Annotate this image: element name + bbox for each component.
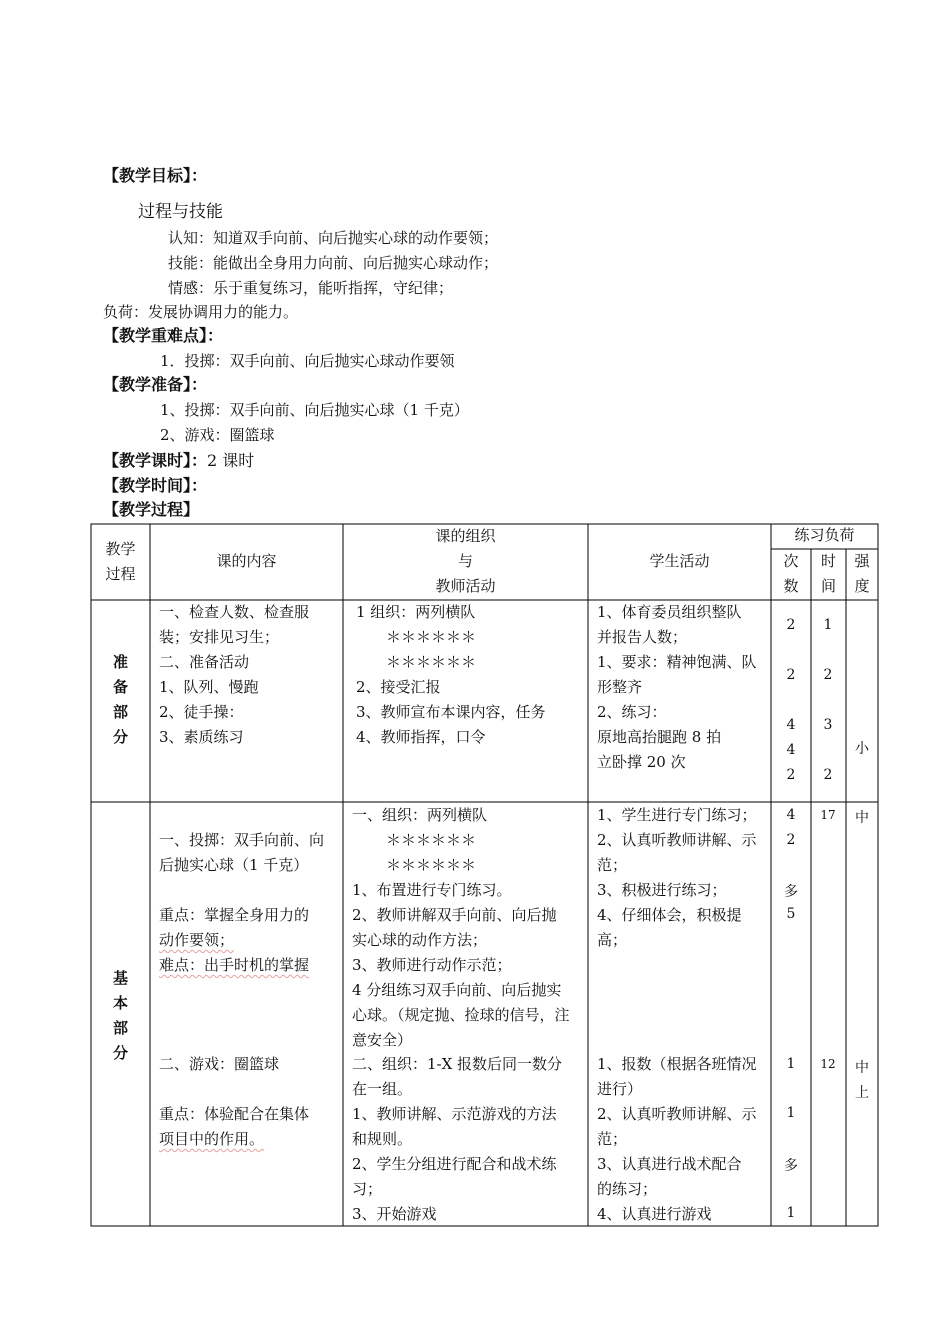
prep-times-2: 2 <box>786 667 796 683</box>
basic-duration-1: 17 <box>820 808 836 822</box>
header-organization: 课的组织 与 教师活动 <box>435 527 496 595</box>
basic-organization-2: 二、组织：1-X 报数后同一数分 在一组。 1、教师讲解、示范游戏的方法 和规则。 2、学生分组进行配合和战术练 习； 3、开始游戏 <box>352 1055 563 1223</box>
hours-value: 2 课时 <box>207 451 255 470</box>
basic-difficulty-1: 难点：出手时机的掌握 <box>159 956 310 974</box>
basic-intensity-2: 中 上 <box>855 1060 869 1101</box>
key-point-1: 1．投掷：双手向前、向后抛实心球动作要领 <box>160 352 455 370</box>
header-student: 学生活动 <box>649 552 710 570</box>
prep-content: 一、检查人数、检查服 装；安排见习生； 二、准备活动 1、队列、慢跑 2、徒手操： 3、素质练习 <box>159 603 310 746</box>
basic-student-2: 1、报数（根据各班情况 进行） 2、认真听教师讲解、示 范； 3、认真进行战术配合 的练习； 4、认真进行游戏 <box>597 1055 757 1223</box>
prep-intensity: 小 <box>855 741 869 757</box>
basic-content-1: 一、投掷：双手向前、向 后抛实心球（1 千克） <box>159 831 325 874</box>
prep-duration-2: 2 <box>823 667 833 683</box>
basic-key-point-1: 重点：掌握全身用力的 动作要领； <box>159 906 310 949</box>
basic-times-7: 多 <box>784 1158 798 1174</box>
prep-times-5: 2 <box>786 767 796 783</box>
hours-title: 【教学课时】： <box>103 451 208 470</box>
basic-times-3: 多 <box>784 884 798 900</box>
header-times: 次 数 <box>783 552 799 595</box>
basic-organization-1: 一、组织：两列横队 ＊＊＊＊＊＊ ＊＊＊＊＊＊ 1、布置进行专门练习。 2、教师讲解双手向前、向后抛 实心球的动作方法； 3、教师进行动作示范； 4 分组练习双手向前、向后抛实 心球。（规定抛、捡球的信号，注 意安全） <box>352 806 570 1049</box>
prep-times-1: 2 <box>786 617 796 633</box>
basic-times-4: 5 <box>786 906 796 922</box>
basic-times-8: 1 <box>786 1205 796 1221</box>
basic-student-1: 1、学生进行专门练习； 2、认真听教师讲解、示 范； 3、积极进行练习； 4、仔细体会，积极提 高； <box>597 806 757 949</box>
basic-times-2: 2 <box>786 832 796 848</box>
process-skills-title: 过程与技能 <box>138 202 223 222</box>
header-process: 教学 过程 <box>105 540 136 583</box>
basic-key-point-2: 重点：体验配合在集体 项目中的作用。 <box>159 1105 310 1148</box>
header-load: 练习负荷 <box>794 526 855 544</box>
basic-duration-2: 12 <box>820 1057 836 1071</box>
objectives-title: 【教学目标】： <box>103 166 208 185</box>
prep-duration-4: 2 <box>823 767 833 783</box>
basic-times-1: 4 <box>786 807 796 823</box>
header-duration: 时 间 <box>820 552 836 595</box>
prep-item-1: 1、投掷：双手向前、向后抛实心球（1 千克） <box>160 401 469 419</box>
key-points-title: 【教学重难点】： <box>103 326 224 345</box>
process-title: 【教学过程】 <box>103 500 200 519</box>
skill-line: 技能：能做出全身用力向前、向后抛实心球动作； <box>168 254 499 272</box>
basic-content-2: 二、游戏：圈篮球 <box>159 1055 280 1073</box>
header-intensity: 强 度 <box>854 552 870 595</box>
prep-times-4: 4 <box>786 742 796 758</box>
prep-duration-1: 1 <box>823 617 833 633</box>
prep-organization: 1 组织：两列横队 ＊＊＊＊＊＊ ＊＊＊＊＊＊ 2、接受汇报 3、教师宣布本课内容，任务 4、教师指挥，口令 <box>356 603 546 746</box>
basic-times-5: 1 <box>786 1056 796 1072</box>
cognition-line: 认知：知道双手向前、向后抛实心球的动作要领； <box>168 229 499 247</box>
prep-times-3: 4 <box>786 717 796 733</box>
basic-intensity-1: 中 <box>855 810 869 826</box>
prep-title: 【教学准备】： <box>103 375 208 394</box>
prep-item-2: 2、游戏：圈篮球 <box>160 426 275 444</box>
time-title: 【教学时间】： <box>103 476 208 495</box>
emotion-line: 情感：乐于重复练习，能听指挥，守纪律； <box>168 279 454 297</box>
basic-times-6: 1 <box>786 1105 796 1121</box>
load-line: 负荷：发展协调用力的能力。 <box>103 303 299 321</box>
basic-section-label: 基 本 部 分 <box>112 969 128 1062</box>
prep-section-label: 准 备 部 分 <box>112 653 128 746</box>
prep-student: 1、体育委员组织整队 并报告人数； 1、要求：精神饱满、队 形整齐 2、练习： 原地高抬腿跑 8 拍 立卧撑 20 次 <box>597 603 757 771</box>
header-content: 课的内容 <box>216 552 277 570</box>
prep-duration-3: 3 <box>823 717 833 733</box>
